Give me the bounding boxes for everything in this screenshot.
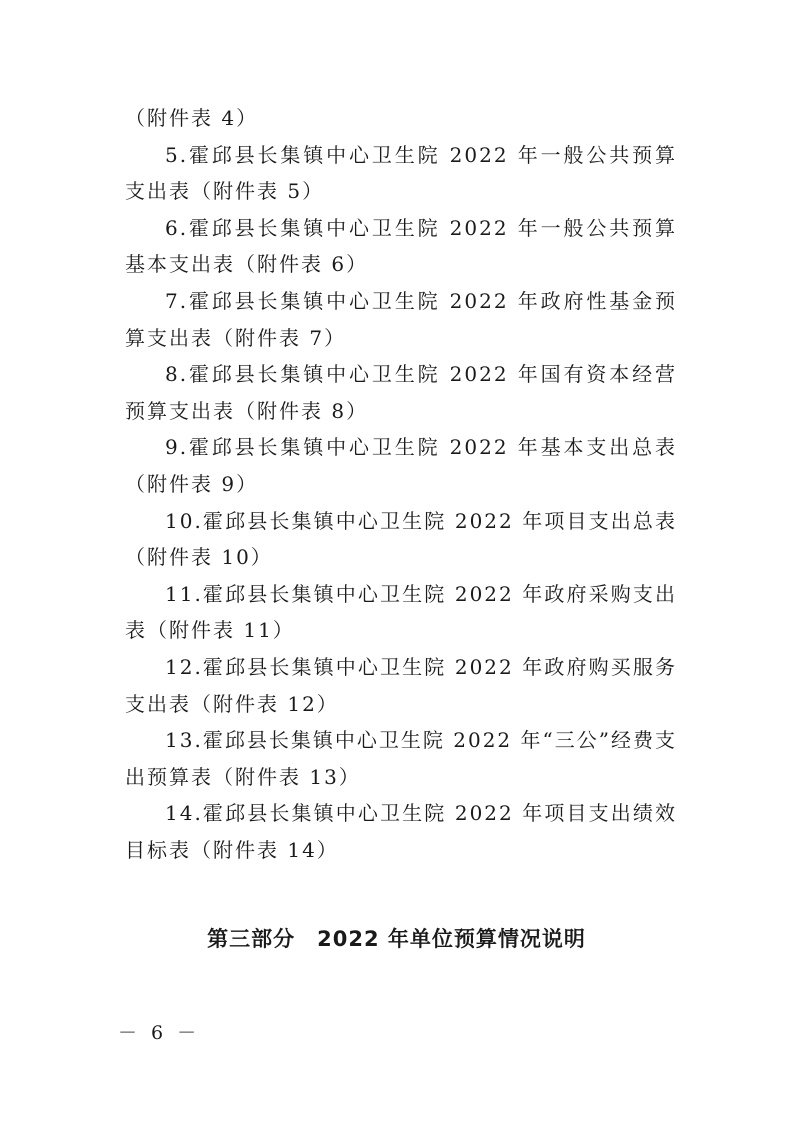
list-item-8: 8.霍邱县长集镇中心卫生院 2022 年国有资本经营预算支出表（附件表 8） [125,362,677,423]
list-item-6: 6.霍邱县长集镇中心卫生院 2022 年一般公共预算基本支出表（附件表 6） [125,215,677,277]
list-item-11: 11.霍邱县长集镇中心卫生院 2022 年政府采购支出表（附件表 11） [125,581,677,643]
list-item-9: 9.霍邱县长集镇中心卫生院 2022 年基本支出总表（附件表 9） [125,435,677,496]
page-number: － 6 － [118,1022,201,1044]
list-item-10: 10.霍邱县长集镇中心卫生院 2022 年项目支出总表（附件表 10） [125,508,677,570]
attachment-list [125,100,677,868]
list-item-12: 12.霍邱县长集镇中心卫生院 2022 年政府购买服务支出表（附件表 12） [125,654,677,716]
section-heading: 第三部分 2022 年单位预算情况说明 [207,927,586,951]
list-item-5: 5.霍邱县长集镇中心卫生院 2022 年一般公共预算支出表（附件表 5） [125,142,677,204]
list-item-7: 7.霍邱县长集镇中心卫生院 2022 年政府性基金预算支出表（附件表 7） [125,288,677,350]
list-item-14: 14.霍邱县长集镇中心卫生院 2022 年项目支出绩效目标表（附件表 14） [125,801,677,862]
list-item-13: 13.霍邱县长集镇中心卫生院 2022 年“三公”经费支出预算表（附件表 13） [125,728,677,789]
list-item-continuation: （附件表 4） [125,106,259,130]
